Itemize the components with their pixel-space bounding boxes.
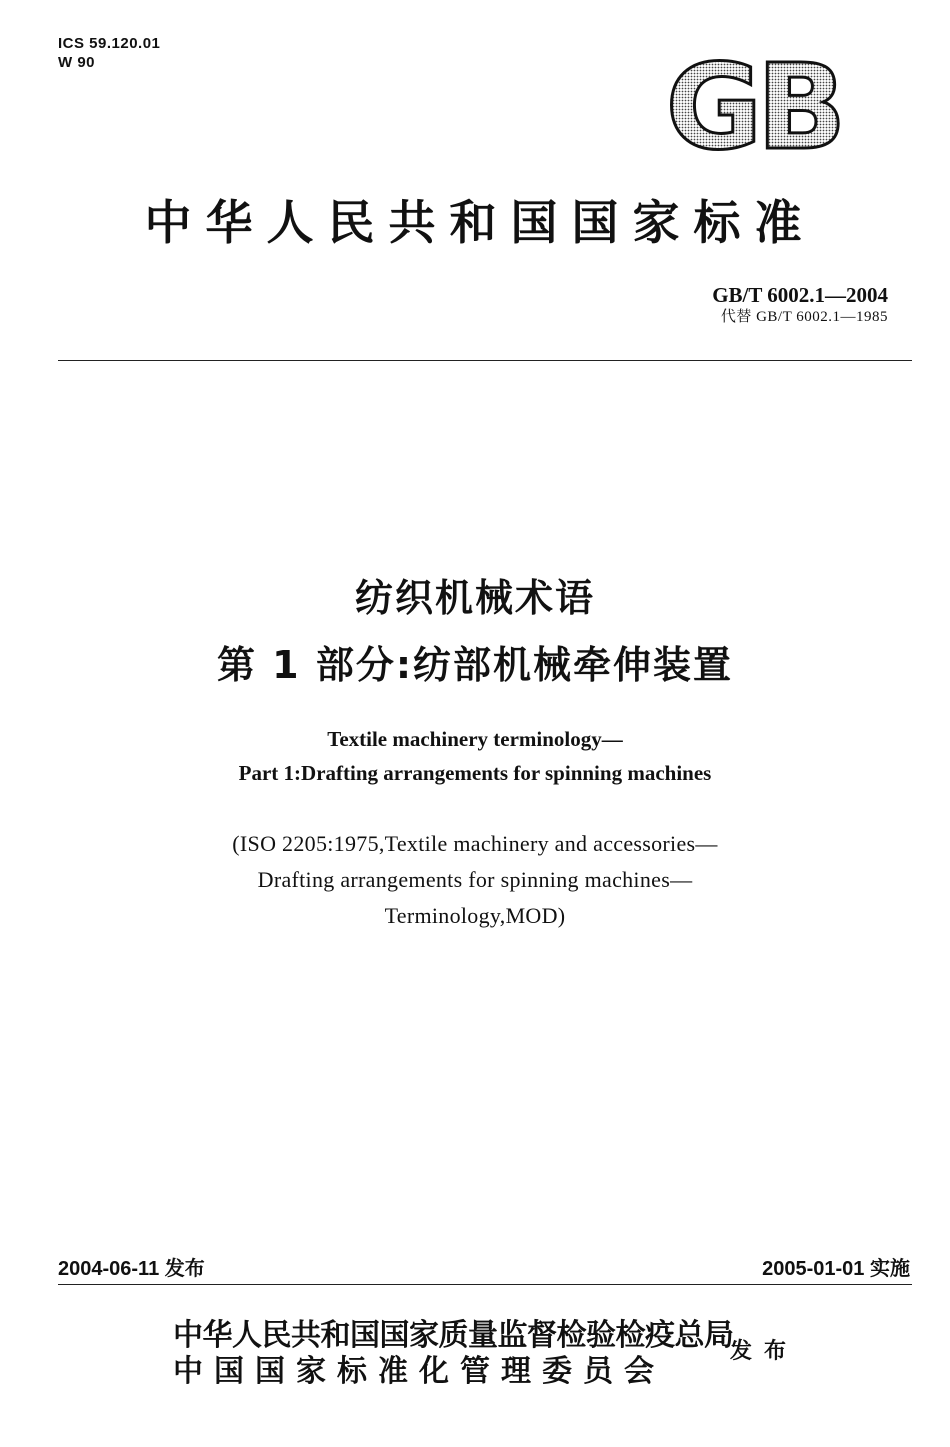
iso-reference-line1: (ISO 2205:1975,Textile machinery and accessories— [232, 831, 718, 856]
issue-date: 2004-06-11 发布 [58, 1258, 205, 1280]
english-title-line1: Textile machinery terminology— [327, 727, 623, 751]
ccs-code: W 90 [58, 54, 96, 71]
header-divider [58, 360, 912, 361]
publishers [173, 1318, 734, 1390]
replaces-standard: 代替 GB/T 6002.1—1985 [720, 309, 888, 325]
standard-number-block [712, 283, 888, 327]
chinese-title-line2: 第 1 部分:纺部机械牵伸装置 [216, 643, 734, 687]
publisher-aqsiq: 中华人民共和国国家质量监督检验检疫总局 [173, 1318, 734, 1353]
english-title-line2: Part 1:Drafting arrangements for spinning machines [238, 761, 712, 785]
classification-codes [58, 34, 160, 72]
gb-logo [648, 48, 858, 156]
chinese-title-line1: 纺织机械术语 [354, 576, 595, 620]
standard-number: GB/T 6002.1—2004 [712, 283, 888, 307]
national-standard-title: 中华人民共和国国家标准 [144, 196, 816, 251]
effective-date: 2005-01-01 实施 [762, 1258, 910, 1280]
iso-reference-line2: Drafting arrangements for spinning machines— [257, 867, 693, 892]
gb-logo-text: GB [665, 48, 841, 156]
publisher-sac: 中国国家标准化管理委员会 [173, 1354, 665, 1389]
publish-label: 发布 [730, 1339, 799, 1364]
iso-reference [0, 826, 950, 934]
english-title [0, 722, 950, 790]
iso-reference-line3: Terminology,MOD) [384, 903, 566, 928]
footer-divider [58, 1284, 912, 1285]
ics-code: ICS 59.120.01 [58, 35, 161, 52]
